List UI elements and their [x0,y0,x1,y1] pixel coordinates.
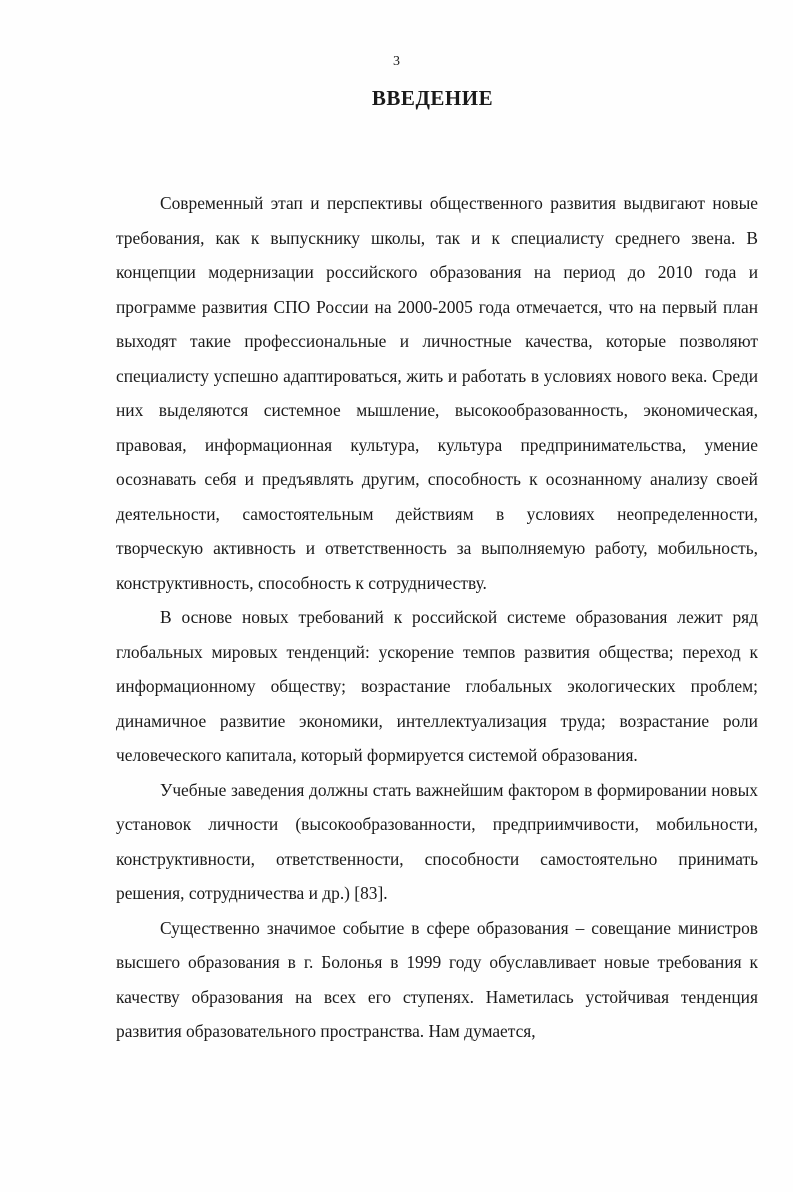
page-title: ВВЕДЕНИЕ [371,86,494,110]
document-body [116,186,758,1049]
paragraph-1: Современный этап и перспективы общественного развития выдвигают новые требования, как к выпускнику школы, так и к специалисту среднего звена. В концепции модернизации российского образования на период до 2010 года и программе развития СПО России на 2000-2005 года отмечается, что на первый план выходят такие профессиональные и личностные качества, которые позволяют специалисту успешно адаптироваться, жить и работать в условиях нового века. Среди них выделяются системное мышление, высокообразованность, экономическая, правовая, информационная культура, культура предпринимательства, умение осознавать себя и предъявлять другим, способность к осознанному анализу своей деятельности, самостоятельным действиям в условиях неопределенности, творческую активность и ответственность за выполняемую работу, мобильность, конструктивность, способность к сотрудничеству. [116,193,758,593]
paragraph-2: В основе новых требований к российской системе образования лежит ряд глобальных мировых тенденций: ускорение темпов развития общества; переход к информационному обществу; возрастание глобальных экологических проблем; динамичное развитие экономики, интеллектуализация труда; возрастание роли человеческого капитала, который формируется системой образования. [116,607,758,765]
paragraph-4: Существенно значимое событие в сфере образования – совещание министров высшего образования в г. Болонья в 1999 году обуславливает новые требования к качеству образования на всех его ступенях. Наметилась устойчивая тенденция развития образовательного пространства. Нам думается, [116,917,758,1041]
page-number: 3 [393,54,400,69]
paragraph-3: Учебные заведения должны стать важнейшим фактором в формировании новых установок личности (высокообразованности, предприимчивости, мобильности, конструктивности, ответственности, способности самостоятельно принимать решения, сотрудничества и др.) [83]. [116,779,758,903]
